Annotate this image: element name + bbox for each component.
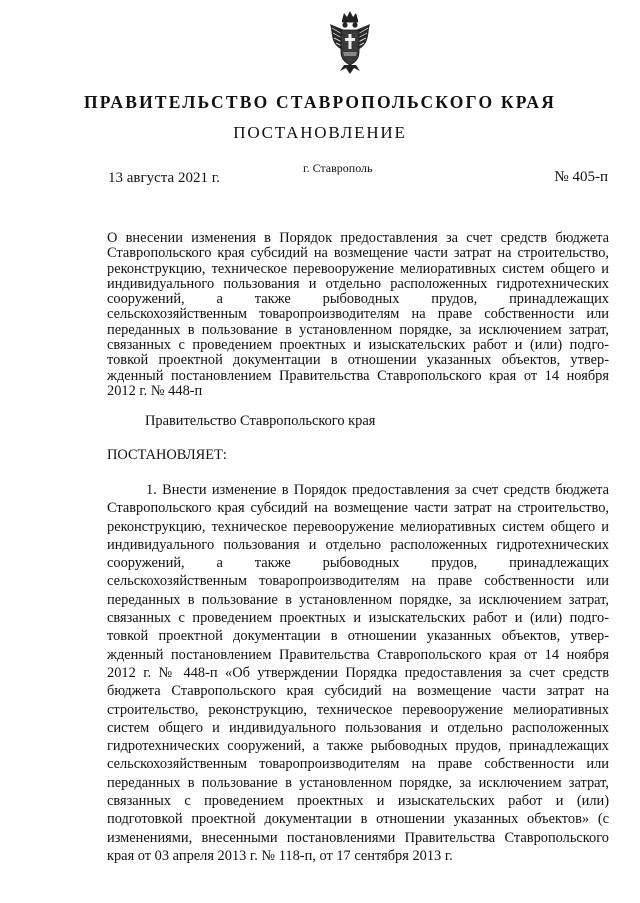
resolves-heading: ПОСТАНОВЛЯЕТ:	[107, 447, 227, 463]
body-paragraph-1: 1. Внести изменение в Порядок предоставления за счет средств бюджета Ставропольского края субсидий на возмещение части затрат на строительство, реконструкцию, техническое перевооружение мелиоративных систем общего и индивидуального пользования и отдельно расположенных гидротехнических сооружений, а также рыбоводных прудов, принадлежащих сельскохозяйственным товаропроизводителям на праве собственности или переданных в пользование в установленном порядке, за исключением затрат, связанных с проведением проектных и изыскательских работ и (или) подготовкой проектной документации в отношении указанных объектов, утвержденный постановлением Правительства Ставропольского края от 14 ноября 2012 г. № 448-п «Об утверждении Порядка предоставления за счет средств бюджета Ставропольского края субсидий на возмещение части затрат на строительство, реконструкцию, техническое перевооружение мелиоративных систем общего и индивидуального пользования и отдельно расположенных гидротехнических сооружений, а также рыбоводных прудов, принадлежащих сельскохозяйственным товаропроизводителям на праве собственности или переданных в пользование в установленном порядке, за исключением затрат, связанных с проведением проектных и изыскательских работ и (или) подготовкой проектной документации в отношении указанных объектов» (с изменениями, внесенными постановлениями Правительства Ставропольского края от 03 апреля 2013 г. № 118-п, от 17 сентября 2013 г.	[107, 482, 609, 864]
document-city: г. Ставрополь	[303, 161, 373, 175]
organization-title: ПРАВИТЕЛЬСТВО СТАВРОПОЛЬСКОГО КРАЯ	[83, 92, 557, 112]
government-line: Правительство Ставропольского края	[145, 413, 376, 429]
document-date: 13 августа 2021 г.	[108, 170, 220, 186]
document-summary-title: О внесении изменения в Порядок предоставления за счет средств бюджета Ставропольского края субсидий на возмещение части затрат на строительство, реконструкцию, техническое перевооружение мелиоративных систем общего и индивидуального пользования и отдельно расположенных гидротехнических сооружений, а также рыбоводных прудов, принадлежащих сельскохозяйственным товаропроизводителям на праве собственности или переданных в пользование в установленном порядке, за исключением затрат, связанных с проведением проектных и изыскательских работ и (или) подготовкой проектной документации в отношении указанных объектов, утвержденный постановлением Правительства Ставропольского края от 14 ноября 2012 г. № 448-п	[107, 230, 609, 399]
coat-of-arms-icon	[326, 10, 374, 76]
document-number: № 405-п	[554, 169, 608, 185]
document-type: ПОСТАНОВЛЕНИЕ	[233, 123, 407, 142]
